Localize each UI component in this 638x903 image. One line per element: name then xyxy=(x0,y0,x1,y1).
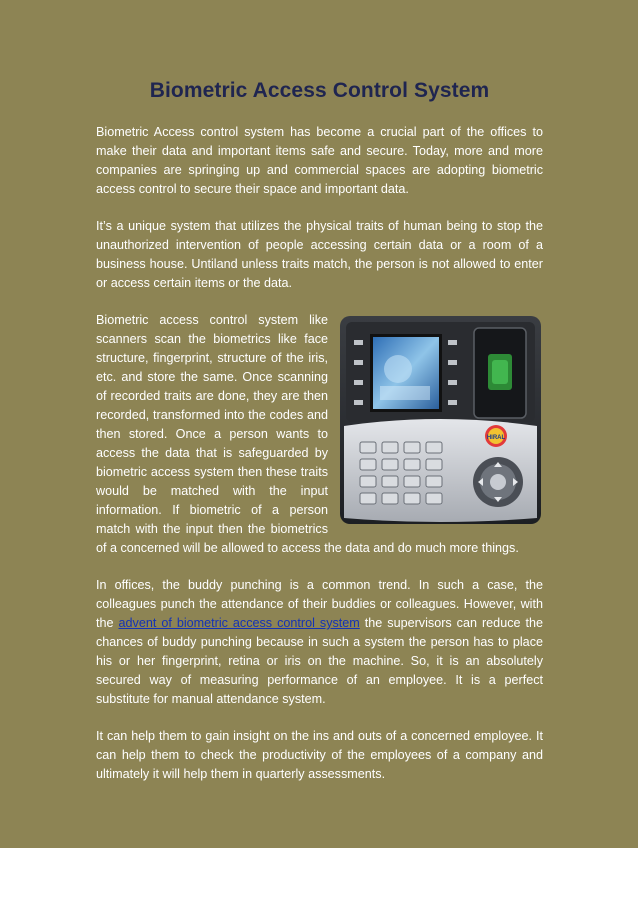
paragraph-scanning: Biometric access control system like scanners scan the biometrics like face structure, fingerprint, structure of the iris, etc. and store the same. Once scanning of recorded traits are done, they are then recorded, transformed into the codes and then stored. Once a person wants to access the data that is safeguarded by biometric access system then these traits would be matched with the input information. If biometric of a person match with the input then the biometrics of a concerned will be allowed to access the data and do much more things. xyxy=(96,313,519,555)
svg-text:HIRAL: HIRAL xyxy=(486,435,506,441)
biometric-access-control-link[interactable]: advent of biometric access control system xyxy=(118,616,360,630)
article-body xyxy=(96,79,543,802)
page-title: Biometric Access Control System xyxy=(149,79,490,102)
paragraph-traits: It’s a unique system that utilizes the physical traits of human being to stop the unauthorized intervention of people accessing certain data or a room of a business house. Untiland unless traits match, the person is not allowed to enter or access certain items or the data. xyxy=(96,219,543,290)
page-bottom-margin xyxy=(0,848,638,903)
paragraph-buddy-punching xyxy=(96,576,543,709)
paragraph-buddy-text-end: the supervisors can reduce the chances of buddy punching because in such a system the person has to place his or her fingerprint, retina or iris on the machine. So, it is an absolutely secured way of measuring performance of an employee. It is a perfect substitute for manual attendance system. xyxy=(96,616,543,706)
paragraph-scanning-block xyxy=(96,311,543,558)
paragraph-intro: Biometric Access control system has become a crucial part of the offices to make their data and important items safe and secure. Today, more and more companies are springing up and commercial spaces are adopting biometric access control to secure their space and important data. xyxy=(96,125,543,196)
paragraph-insight: It can help them to gain insight on the ins and outs of a concerned employee. It can help them to check the productivity of the employees of a company and ultimately it will help them in quarterly assessments. xyxy=(96,729,543,781)
biometric-device-image xyxy=(338,314,543,526)
paragraph-buddy-text-start: In offices, the buddy punching is a common trend. In such a case, the colleagues punch the attendance of their buddies or colleagues. However, with the xyxy=(96,578,543,630)
